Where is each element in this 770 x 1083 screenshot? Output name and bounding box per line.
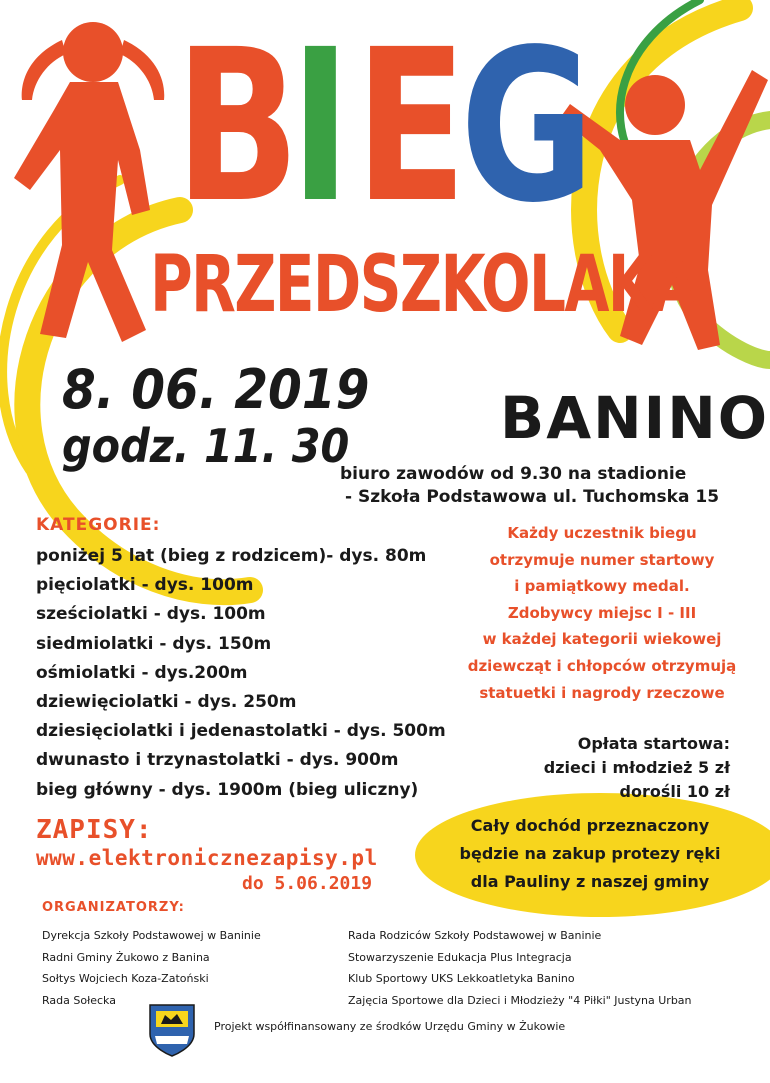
categories-heading: KATEGORIE: xyxy=(36,515,161,535)
category-item: bieg główny - dys. 1900m (bieg uliczny) xyxy=(36,779,419,800)
category-item: pięciolatki - dys. 100m xyxy=(36,575,254,596)
charity-line: będzie na zakup protezy ręki xyxy=(459,844,721,863)
charity-line: dla Pauliny z naszej gminy xyxy=(470,872,710,891)
category-item: ośmiolatki - dys.200m xyxy=(36,662,248,683)
prizes-info xyxy=(452,520,752,706)
title-letter-i: I xyxy=(290,4,347,249)
commune-crest-icon xyxy=(147,1002,197,1058)
event-time: godz. 11. 30 xyxy=(62,419,350,473)
prize-line: i pamiątkowy medal. xyxy=(514,577,690,596)
charity-info xyxy=(425,812,755,896)
registration-link[interactable]: www.elektronicznezapisy.pl xyxy=(36,846,378,870)
title-letter-e: E xyxy=(355,4,463,249)
organizer-item: Stowarzyszenie Edukacja Plus Integracja xyxy=(348,950,572,964)
registration-heading: ZAPISY: xyxy=(36,815,153,845)
organizer-item: Radni Gminy Żukowo z Banina xyxy=(42,950,210,964)
prize-line: w każdej kategorii wiekowej xyxy=(482,630,722,649)
organizers-heading: ORGANIZATORZY: xyxy=(42,900,185,915)
title-letter-b: B xyxy=(175,4,296,249)
race-office-info xyxy=(340,463,719,509)
registration-deadline: do 5.06.2019 xyxy=(242,873,373,894)
organizers-left-column xyxy=(42,925,261,1011)
category-item: siedmiolatki - dys. 150m xyxy=(36,633,272,654)
fee-heading: Opłata startowa: xyxy=(577,734,730,753)
organizer-item: Rada Sołecka xyxy=(42,993,116,1007)
fee-adults: dorośli 10 zł xyxy=(619,782,730,801)
fee-kids: dzieci i młodzież 5 zł xyxy=(543,758,730,777)
title-letter-g: G xyxy=(460,4,590,249)
category-item: dziewięciolatki - dys. 250m xyxy=(36,692,297,713)
entry-fee xyxy=(490,732,730,804)
event-date: 8. 06. 2019 xyxy=(62,358,370,421)
running-girl-silhouette xyxy=(14,22,164,342)
organizer-item: Zajęcia Sportowe dla Dzieci i Młodzieży "4 Piłki" Justyna Urban xyxy=(348,993,692,1007)
event-place: BANINO xyxy=(500,384,770,452)
organizer-item: Dyrekcja Szkoły Podstawowej w Baninie xyxy=(42,929,261,942)
race-office-line: biuro zawodów od 9.30 na stadionie xyxy=(340,464,687,484)
prize-line: Każdy uczestnik biegu xyxy=(507,524,697,542)
race-office-address: - Szkoła Podstawowa ul. Tuchomska 15 xyxy=(345,487,720,507)
category-item: dziesięciolatki i jedenastolatki - dys. 500m xyxy=(36,721,446,742)
charity-line: Cały dochód przeznaczony xyxy=(470,816,710,835)
organizer-item: Klub Sportowy UKS Lekkoatletyka Banino xyxy=(348,972,575,985)
category-item: dwunasto i trzynastolatki - dys. 900m xyxy=(36,750,399,771)
categories-list xyxy=(36,542,446,805)
organizer-item: Sołtys Wojciech Koza-Zatoński xyxy=(42,972,209,985)
organizer-item: Rada Rodziców Szkoły Podstawowej w Baninie xyxy=(348,929,602,942)
prize-line: otrzymuje numer startowy xyxy=(489,550,715,569)
funding-note: Projekt współfinansowany ze środków Urzędu Gminy w Żukowie xyxy=(214,1020,566,1033)
title-subtitle: PRZEDSZKOLAKA xyxy=(150,240,695,330)
organizers-right-column xyxy=(348,925,692,1011)
prize-line: statuetki i nagrody rzeczowe xyxy=(479,683,725,702)
category-item: sześciolatki - dys. 100m xyxy=(36,604,266,625)
prize-line: dziewcząt i chłopców otrzymują xyxy=(467,656,737,675)
prize-line: Zdobywcy miejsc I - III xyxy=(507,603,697,622)
category-item: poniżej 5 lat (bieg z rodzicem)- dys. 80m xyxy=(36,546,427,566)
